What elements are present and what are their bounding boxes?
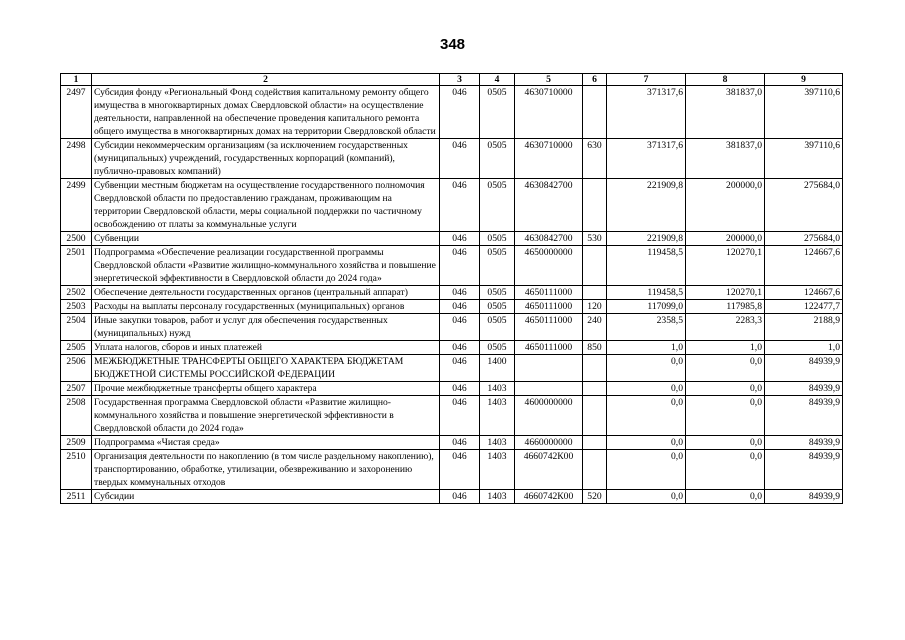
- expense-name: Обеспечение деятельности государственных органов (центральный аппарат): [92, 286, 440, 300]
- table-row: [61, 355, 843, 382]
- table-row: [61, 232, 843, 246]
- row-number: 2497: [61, 86, 92, 139]
- section-code: 0505: [480, 314, 515, 341]
- amount-year-1: 371317,6: [607, 139, 686, 179]
- section-code: 0505: [480, 86, 515, 139]
- row-number: 2507: [61, 382, 92, 396]
- column-header: 7: [607, 74, 686, 86]
- table-body: [61, 86, 843, 504]
- section-code: 1400: [480, 355, 515, 382]
- amount-year-1: 0,0: [607, 382, 686, 396]
- target-article-code: 4630710000: [515, 86, 583, 139]
- expense-type-code: [583, 355, 607, 382]
- amount-year-1: 371317,6: [607, 86, 686, 139]
- amount-year-2: 0,0: [686, 396, 765, 436]
- expense-type-code: [583, 286, 607, 300]
- column-header: 6: [583, 74, 607, 86]
- amount-year-1: 0,0: [607, 355, 686, 382]
- expense-name: Расходы на выплаты персоналу государственных (муниципальных) органов: [92, 300, 440, 314]
- amount-year-3: 84939,9: [765, 355, 843, 382]
- amount-year-1: 0,0: [607, 396, 686, 436]
- expense-name: Прочие межбюджетные трансферты общего характера: [92, 382, 440, 396]
- table-row: [61, 436, 843, 450]
- department-code: 046: [440, 179, 480, 232]
- amount-year-1: 119458,5: [607, 246, 686, 286]
- amount-year-3: 84939,9: [765, 450, 843, 490]
- row-number: 2501: [61, 246, 92, 286]
- target-article-code: 4660742К00: [515, 450, 583, 490]
- amount-year-3: 84939,9: [765, 396, 843, 436]
- department-code: 046: [440, 286, 480, 300]
- section-code: 0505: [480, 246, 515, 286]
- target-article-code: 4650111000: [515, 341, 583, 355]
- table-row: [61, 139, 843, 179]
- target-article-code: 4600000000: [515, 396, 583, 436]
- amount-year-1: 0,0: [607, 450, 686, 490]
- target-article-code: 4630842700: [515, 179, 583, 232]
- section-code: 0505: [480, 139, 515, 179]
- expense-type-code: 120: [583, 300, 607, 314]
- amount-year-2: 381837,0: [686, 139, 765, 179]
- target-article-code: 4660742К00: [515, 490, 583, 504]
- table-row: [61, 179, 843, 232]
- expense-type-code: [583, 246, 607, 286]
- row-number: 2506: [61, 355, 92, 382]
- department-code: 046: [440, 246, 480, 286]
- department-code: 046: [440, 355, 480, 382]
- amount-year-2: 0,0: [686, 436, 765, 450]
- expense-type-code: [583, 179, 607, 232]
- expense-type-code: 630: [583, 139, 607, 179]
- expense-type-code: 240: [583, 314, 607, 341]
- expense-name: Субсидии некоммерческим организациям (за исключением государственных (муниципальных) учреждений, государственных корпораций (компаний), публично-правовых компаний): [92, 139, 440, 179]
- amount-year-1: 221909,8: [607, 179, 686, 232]
- department-code: 046: [440, 314, 480, 341]
- row-number: 2504: [61, 314, 92, 341]
- column-header: 9: [765, 74, 843, 86]
- department-code: 046: [440, 300, 480, 314]
- amount-year-3: 84939,9: [765, 490, 843, 504]
- amount-year-3: 275684,0: [765, 232, 843, 246]
- amount-year-2: 0,0: [686, 382, 765, 396]
- expense-name: Субвенции: [92, 232, 440, 246]
- column-header: 1: [61, 74, 92, 86]
- expense-type-code: 530: [583, 232, 607, 246]
- amount-year-3: 1,0: [765, 341, 843, 355]
- amount-year-2: 1,0: [686, 341, 765, 355]
- expense-type-code: 850: [583, 341, 607, 355]
- table-row: [61, 286, 843, 300]
- amount-year-2: 117985,8: [686, 300, 765, 314]
- amount-year-1: 0,0: [607, 436, 686, 450]
- section-code: 1403: [480, 396, 515, 436]
- amount-year-1: 2358,5: [607, 314, 686, 341]
- expense-name: Субсидия фонду «Региональный Фонд содействия капитальному ремонту общего имущества в многоквартирных домах Свердловской области» на осуществление деятельности, направленной на обеспечение проведения капитального ремонта общего имущества в многоквартирных домах на территории Свердловской области: [92, 86, 440, 139]
- section-code: 0505: [480, 179, 515, 232]
- expense-name: Подпрограмма «Чистая среда»: [92, 436, 440, 450]
- table-row: [61, 490, 843, 504]
- amount-year-2: 120270,1: [686, 286, 765, 300]
- expense-name: Уплата налогов, сборов и иных платежей: [92, 341, 440, 355]
- amount-year-1: 119458,5: [607, 286, 686, 300]
- table-row: [61, 86, 843, 139]
- amount-year-2: 0,0: [686, 490, 765, 504]
- budget-table: [60, 73, 843, 504]
- header-row: [61, 74, 843, 86]
- row-number: 2510: [61, 450, 92, 490]
- department-code: 046: [440, 490, 480, 504]
- department-code: 046: [440, 139, 480, 179]
- department-code: 046: [440, 450, 480, 490]
- section-code: 0505: [480, 232, 515, 246]
- expense-name: Субвенции местным бюджетам на осуществление государственного полномочия Свердловской области по предоставлению гражданам, проживающим на территории Свердловской области, меры социальной поддержки по частичному освобождению от платы за коммунальные услуги: [92, 179, 440, 232]
- target-article-code: [515, 355, 583, 382]
- expense-type-code: [583, 382, 607, 396]
- amount-year-3: 2188,9: [765, 314, 843, 341]
- amount-year-3: 397110,6: [765, 139, 843, 179]
- column-header: 3: [440, 74, 480, 86]
- section-code: 1403: [480, 490, 515, 504]
- expense-type-code: [583, 450, 607, 490]
- target-article-code: 4650111000: [515, 314, 583, 341]
- column-header: 5: [515, 74, 583, 86]
- amount-year-2: 381837,0: [686, 86, 765, 139]
- page-number: 348: [439, 36, 466, 53]
- section-code: 0505: [480, 286, 515, 300]
- expense-name: Иные закупки товаров, работ и услуг для обеспечения государственных (муниципальных) нужд: [92, 314, 440, 341]
- section-code: 1403: [480, 382, 515, 396]
- amount-year-3: 124667,6: [765, 246, 843, 286]
- amount-year-2: 2283,3: [686, 314, 765, 341]
- section-code: 1403: [480, 450, 515, 490]
- expense-name: Субсидии: [92, 490, 440, 504]
- section-code: 0505: [480, 341, 515, 355]
- department-code: 046: [440, 341, 480, 355]
- amount-year-2: 120270,1: [686, 246, 765, 286]
- table-row: [61, 314, 843, 341]
- expense-name: МЕЖБЮДЖЕТНЫЕ ТРАНСФЕРТЫ ОБЩЕГО ХАРАКТЕРА БЮДЖЕТАМ БЮДЖЕТНОЙ СИСТЕМЫ РОССИЙСКОЙ ФЕДЕРАЦИИ: [92, 355, 440, 382]
- row-number: 2509: [61, 436, 92, 450]
- section-code: 0505: [480, 300, 515, 314]
- amount-year-2: 0,0: [686, 355, 765, 382]
- table-row: [61, 396, 843, 436]
- column-header: 8: [686, 74, 765, 86]
- expense-type-code: [583, 396, 607, 436]
- target-article-code: 4660000000: [515, 436, 583, 450]
- department-code: 046: [440, 436, 480, 450]
- expense-name: Организация деятельности по накоплению (в том числе раздельному накоплению), транспортированию, обработке, утилизации, обезвреживанию и захоронению твердых коммунальных отходов: [92, 450, 440, 490]
- row-number: 2499: [61, 179, 92, 232]
- amount-year-2: 200000,0: [686, 232, 765, 246]
- target-article-code: 4650000000: [515, 246, 583, 286]
- amount-year-3: 124667,6: [765, 286, 843, 300]
- column-header: 4: [480, 74, 515, 86]
- table-row: [61, 300, 843, 314]
- department-code: 046: [440, 396, 480, 436]
- expense-type-code: [583, 436, 607, 450]
- table-row: [61, 341, 843, 355]
- department-code: 046: [440, 86, 480, 139]
- expense-name: Подпрограмма «Обеспечение реализации государственной программы Свердловской области «Развитие жилищно-коммунального хозяйства и повышение энергетической эффективности в Свердловской области до 2024 года»: [92, 246, 440, 286]
- column-header: 2: [92, 74, 440, 86]
- row-number: 2511: [61, 490, 92, 504]
- expense-name: Государственная программа Свердловской области «Развитие жилищно-коммунального хозяйства и повышение энергетической эффективности в Свердловской области до 2024 года»: [92, 396, 440, 436]
- section-code: 1403: [480, 436, 515, 450]
- expense-type-code: 520: [583, 490, 607, 504]
- amount-year-2: 200000,0: [686, 179, 765, 232]
- target-article-code: [515, 382, 583, 396]
- amount-year-2: 0,0: [686, 450, 765, 490]
- row-number: 2505: [61, 341, 92, 355]
- department-code: 046: [440, 382, 480, 396]
- target-article-code: 4650111000: [515, 286, 583, 300]
- amount-year-3: 84939,9: [765, 382, 843, 396]
- row-number: 2500: [61, 232, 92, 246]
- row-number: 2508: [61, 396, 92, 436]
- expense-type-code: [583, 86, 607, 139]
- department-code: 046: [440, 232, 480, 246]
- row-number: 2503: [61, 300, 92, 314]
- target-article-code: 4630710000: [515, 139, 583, 179]
- amount-year-1: 1,0: [607, 341, 686, 355]
- amount-year-3: 275684,0: [765, 179, 843, 232]
- amount-year-3: 397110,6: [765, 86, 843, 139]
- table-row: [61, 382, 843, 396]
- amount-year-1: 221909,8: [607, 232, 686, 246]
- amount-year-3: 122477,7: [765, 300, 843, 314]
- amount-year-3: 84939,9: [765, 436, 843, 450]
- table-row: [61, 246, 843, 286]
- row-number: 2498: [61, 139, 92, 179]
- target-article-code: 4630842700: [515, 232, 583, 246]
- target-article-code: 4650111000: [515, 300, 583, 314]
- table-row: [61, 450, 843, 490]
- amount-year-1: 117099,0: [607, 300, 686, 314]
- row-number: 2502: [61, 286, 92, 300]
- amount-year-1: 0,0: [607, 490, 686, 504]
